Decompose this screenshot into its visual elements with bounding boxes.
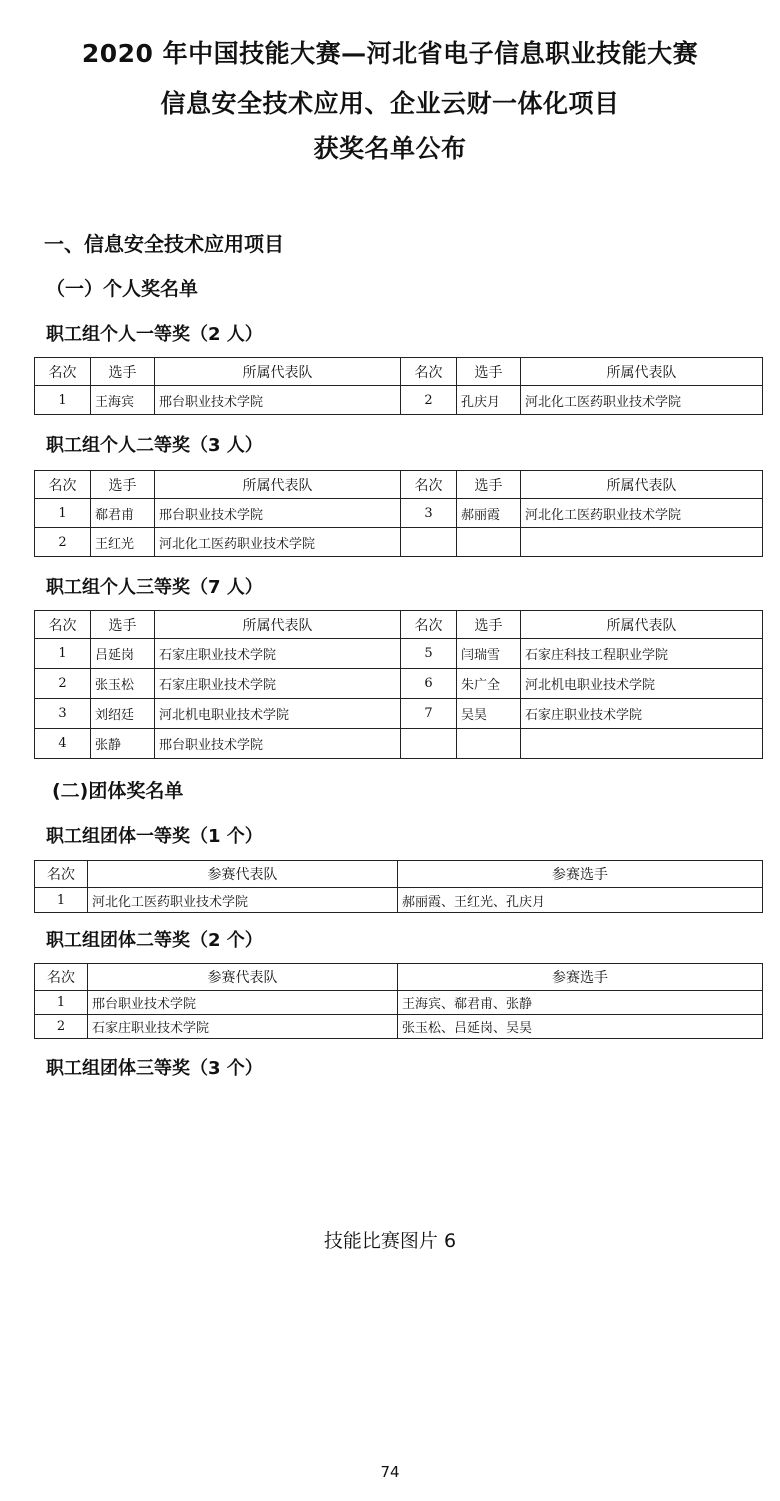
table-row [35, 991, 763, 1015]
award-table-ind-3 [34, 610, 763, 759]
col-team: 所属代表队 [155, 358, 401, 386]
rank-cell [401, 528, 457, 557]
col-team: 所属代表队 [521, 611, 763, 639]
col-rank: 名次 [401, 611, 457, 639]
award-table-ind-1 [34, 357, 763, 415]
team-cell: 石家庄职业技术学院 [88, 1015, 398, 1039]
player-cell: 闫瑞雪 [457, 639, 521, 669]
player-cell: 吕延岗 [91, 639, 155, 669]
rank-cell: 1 [35, 639, 91, 669]
table-row [35, 888, 763, 913]
award-table-team-1 [34, 860, 763, 913]
rank-cell: 2 [35, 528, 91, 557]
team-cell: 河北机电职业技术学院 [521, 669, 763, 699]
rank-cell: 1 [35, 499, 91, 528]
table-row [35, 1015, 763, 1039]
doc-title-line-3: 获奖名单公布 [313, 134, 467, 163]
rank-cell: 1 [35, 888, 88, 913]
player-cell: 王红光 [91, 528, 155, 557]
player-cell: 吴昊 [457, 699, 521, 729]
team-cell: 石家庄科技工程职业学院 [521, 639, 763, 669]
rank-cell: 6 [401, 669, 457, 699]
player-cell: 张玉松 [91, 669, 155, 699]
player-cell [457, 729, 521, 759]
col-rank: 名次 [401, 471, 457, 499]
award-heading-team-2: 职工组团体二等奖（2 个） [46, 930, 263, 951]
table-row [35, 528, 763, 557]
col-team: 所属代表队 [155, 471, 401, 499]
rank-cell: 2 [35, 1015, 88, 1039]
team-cell: 邢台职业技术学院 [155, 499, 401, 528]
team-cell: 石家庄职业技术学院 [521, 699, 763, 729]
table-header-row [35, 861, 763, 888]
rank-cell: 4 [35, 729, 91, 759]
team-cell: 河北化工医药职业技术学院 [521, 499, 763, 528]
table-header-row [35, 611, 763, 639]
doc-title-line-1: 2020 年中国技能大赛—河北省电子信息职业技能大赛 [81, 39, 699, 68]
col-player: 选手 [91, 471, 155, 499]
table-header-row [35, 358, 763, 386]
players-cell: 张玉松、吕延岗、吴昊 [398, 1015, 763, 1039]
page-number: 74 [380, 1463, 400, 1481]
team-cell: 邢台职业技术学院 [155, 386, 401, 415]
player-cell: 刘绍廷 [91, 699, 155, 729]
award-heading-ind-2: 职工组个人二等奖（3 人） [46, 435, 263, 456]
col-rank: 名次 [35, 611, 91, 639]
table-header-row [35, 471, 763, 499]
col-rank: 名次 [401, 358, 457, 386]
team-cell: 石家庄职业技术学院 [155, 669, 401, 699]
team-cell: 河北化工医药职业技术学院 [155, 528, 401, 557]
rank-cell: 5 [401, 639, 457, 669]
rank-cell: 7 [401, 699, 457, 729]
award-heading-team-3: 职工组团体三等奖（3 个） [46, 1058, 263, 1079]
doc-title-line-2: 信息安全技术应用、企业云财一体化项目 [160, 89, 620, 118]
player-cell: 郗君甫 [91, 499, 155, 528]
award-heading-ind-3: 职工组个人三等奖（7 人） [46, 577, 263, 598]
subsection-heading-team: (二)团体奖名单 [52, 780, 184, 802]
table-row [35, 729, 763, 759]
table-row [35, 639, 763, 669]
rank-cell [401, 729, 457, 759]
rank-cell: 1 [35, 386, 91, 415]
col-rank: 名次 [35, 471, 91, 499]
team-cell: 邢台职业技术学院 [88, 991, 398, 1015]
team-cell [521, 528, 763, 557]
col-team: 所属代表队 [521, 358, 763, 386]
col-entry-players: 参赛选手 [398, 964, 763, 991]
award-table-ind-2 [34, 470, 763, 557]
team-cell: 河北化工医药职业技术学院 [521, 386, 763, 415]
award-table-team-2 [34, 963, 763, 1039]
subsection-heading-individual: （一）个人奖名单 [46, 278, 199, 300]
col-player: 选手 [91, 611, 155, 639]
players-cell: 郝丽霞、王红光、孔庆月 [398, 888, 763, 913]
rank-cell: 1 [35, 991, 88, 1015]
table-header-row [35, 964, 763, 991]
col-player: 选手 [457, 611, 521, 639]
player-cell: 郝丽霞 [457, 499, 521, 528]
players-cell: 王海宾、郗君甫、张静 [398, 991, 763, 1015]
team-cell: 邢台职业技术学院 [155, 729, 401, 759]
rank-cell: 3 [401, 499, 457, 528]
player-cell: 孔庆月 [457, 386, 521, 415]
col-entry-team: 参赛代表队 [88, 861, 398, 888]
col-player: 选手 [91, 358, 155, 386]
col-team: 所属代表队 [521, 471, 763, 499]
rank-cell: 3 [35, 699, 91, 729]
col-entry-players: 参赛选手 [398, 861, 763, 888]
col-team: 所属代表队 [155, 611, 401, 639]
image-caption: 技能比赛图片 6 [323, 1230, 457, 1252]
team-cell [521, 729, 763, 759]
team-cell: 河北化工医药职业技术学院 [88, 888, 398, 913]
col-rank: 名次 [35, 964, 88, 991]
player-cell: 王海宾 [91, 386, 155, 415]
col-rank: 名次 [35, 861, 88, 888]
col-rank: 名次 [35, 358, 91, 386]
player-cell [457, 528, 521, 557]
award-heading-ind-1: 职工组个人一等奖（2 人） [46, 324, 263, 345]
table-row [35, 669, 763, 699]
rank-cell: 2 [401, 386, 457, 415]
col-player: 选手 [457, 471, 521, 499]
table-row [35, 386, 763, 415]
player-cell: 朱广全 [457, 669, 521, 699]
section-heading: 一、信息安全技术应用项目 [44, 232, 284, 256]
team-cell: 石家庄职业技术学院 [155, 639, 401, 669]
table-row [35, 499, 763, 528]
table-row [35, 699, 763, 729]
player-cell: 张静 [91, 729, 155, 759]
col-entry-team: 参赛代表队 [88, 964, 398, 991]
award-heading-team-1: 职工组团体一等奖（1 个） [46, 826, 263, 847]
team-cell: 河北机电职业技术学院 [155, 699, 401, 729]
rank-cell: 2 [35, 669, 91, 699]
col-player: 选手 [457, 358, 521, 386]
